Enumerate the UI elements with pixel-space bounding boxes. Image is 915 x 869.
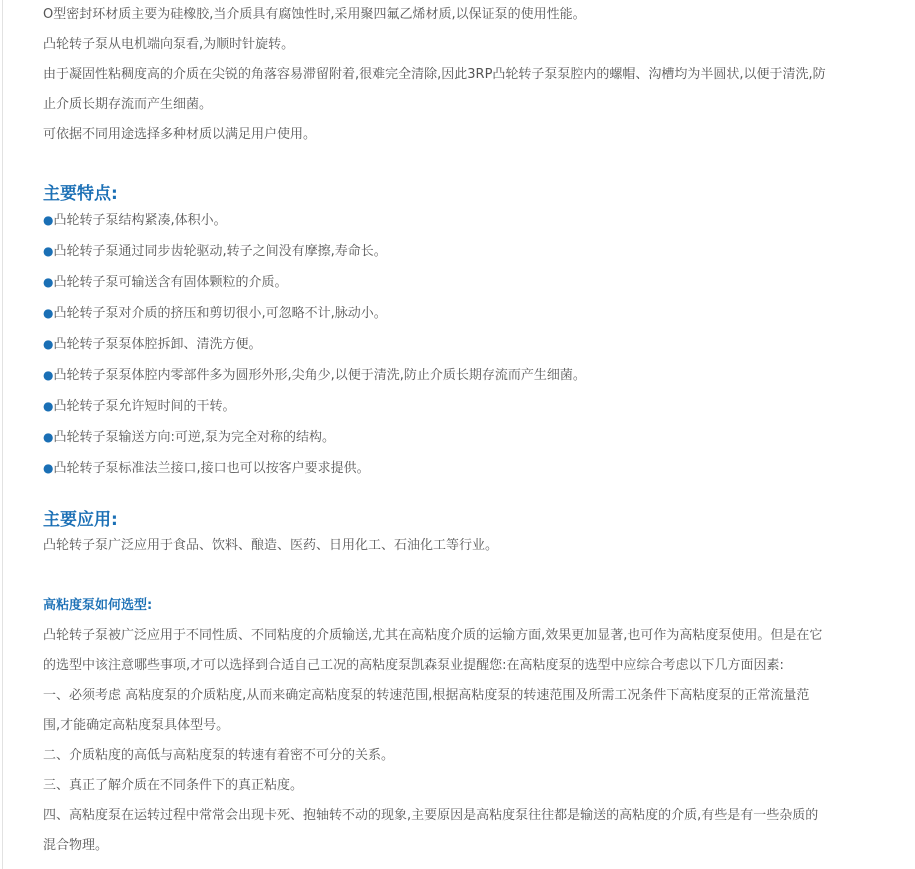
bullet-icon: ● xyxy=(43,337,54,351)
feature-item xyxy=(43,453,586,484)
feature-text: 凸轮转子泵标准法兰接口,接口也可以按客户要求提供。 xyxy=(53,461,370,476)
bullet-icon: ● xyxy=(43,399,54,413)
feature-text: 凸轮转子泵对介质的挤压和剪切很小,可忽略不计,脉动小。 xyxy=(53,306,387,321)
feature-item xyxy=(43,360,586,391)
bullet-icon: ● xyxy=(43,275,54,289)
selection-line: 一、必须考虑 高粘度泵的介质粘度,从而来确定高粘度泵的转速范围,根据高粘度泵的转速范围及所需工况条件下高粘度泵的正常流量范 xyxy=(43,688,810,703)
feature-text: 凸轮转子泵结构紧凑,体积小。 xyxy=(53,213,227,228)
feature-item xyxy=(43,205,586,236)
feature-item xyxy=(43,298,586,329)
feature-item xyxy=(43,329,586,360)
feature-text: 凸轮转子泵可输送含有固体颗粒的介质。 xyxy=(53,275,288,290)
selection-line: 围,才能确定高粘度泵具体型号。 xyxy=(43,718,230,733)
selection-line: 的选型中该注意哪些事项,才可以选择到合适自己工况的高粘度泵凯森泵业提醒您:在高粘度泵的选型中应综合考虑以下几方面因素: xyxy=(43,658,784,673)
selection-line: 二、介质粘度的高低与高粘度泵的转速有着密不可分的关系。 xyxy=(43,748,395,763)
features-list xyxy=(43,205,586,484)
bullet-icon: ● xyxy=(43,461,54,475)
feature-text: 凸轮转子泵允许短时间的干转。 xyxy=(53,399,236,414)
selection-line: 四、高粘度泵在运转过程中常常会出现卡死、抱轴转不动的现象,主要原因是高粘度泵往往都是输送的高粘度的介质,有些是有一些杂质的 xyxy=(43,808,819,823)
feature-text: 凸轮转子泵泵体腔拆卸、清洗方便。 xyxy=(53,337,262,352)
selection-section xyxy=(43,621,888,861)
selection-line: 三、真正了解介质在不同条件下的真正粘度。 xyxy=(43,778,304,793)
intro-line: 凸轮转子泵从电机端向泵看,为顺时针旋转。 xyxy=(43,37,295,52)
selection-line: 混合物理。 xyxy=(43,838,109,853)
bullet-icon: ● xyxy=(43,306,54,320)
feature-text: 凸轮转子泵通过同步齿轮驱动,转子之间没有摩擦,寿命长。 xyxy=(53,244,387,259)
bullet-icon: ● xyxy=(43,213,54,227)
intro-section xyxy=(43,0,826,150)
intro-line: O型密封环材质主要为硅橡胶,当介质具有腐蚀性时,采用聚四氟乙烯材质,以保证泵的使用性能。 xyxy=(43,7,586,22)
feature-item xyxy=(43,236,586,267)
left-border-rule xyxy=(2,0,3,869)
intro-line: 由于凝固性粘稠度高的介质在尖锐的角落容易滞留附着,很难完全清除,因此3RP凸轮转子泵泵腔内的螺帽、沟槽均为半圆状,以便于清洗,防 xyxy=(43,67,826,82)
bullet-icon: ● xyxy=(43,244,54,258)
selection-heading: 高粘度泵如何选型: xyxy=(43,598,153,613)
feature-item xyxy=(43,391,586,422)
feature-item xyxy=(43,422,586,453)
intro-line: 止介质长期存流而产生细菌。 xyxy=(43,97,213,112)
applications-heading: 主要应用: xyxy=(43,510,118,530)
features-heading: 主要特点: xyxy=(43,184,118,204)
feature-item xyxy=(43,267,586,298)
bullet-icon: ● xyxy=(43,368,54,382)
feature-text: 凸轮转子泵泵体腔内零部件多为圆形外形,尖角少,以便于清洗,防止介质长期存流而产生细菌。 xyxy=(53,368,586,383)
bullet-icon: ● xyxy=(43,430,54,444)
feature-text: 凸轮转子泵输送方向:可逆,泵为完全对称的结构。 xyxy=(53,430,335,445)
features-section xyxy=(43,205,586,484)
selection-line: 凸轮转子泵被广泛应用于不同性质、不同粘度的介质输送,尤其在高粘度介质的运输方面,效果更加显著,也可作为高粘度泵使用。但是在它 xyxy=(43,628,823,643)
applications-text: 凸轮转子泵广泛应用于食品、饮料、酿造、医药、日用化工、石油化工等行业。 xyxy=(43,538,499,553)
intro-line: 可依据不同用途选择多种材质以满足用户使用。 xyxy=(43,127,317,142)
